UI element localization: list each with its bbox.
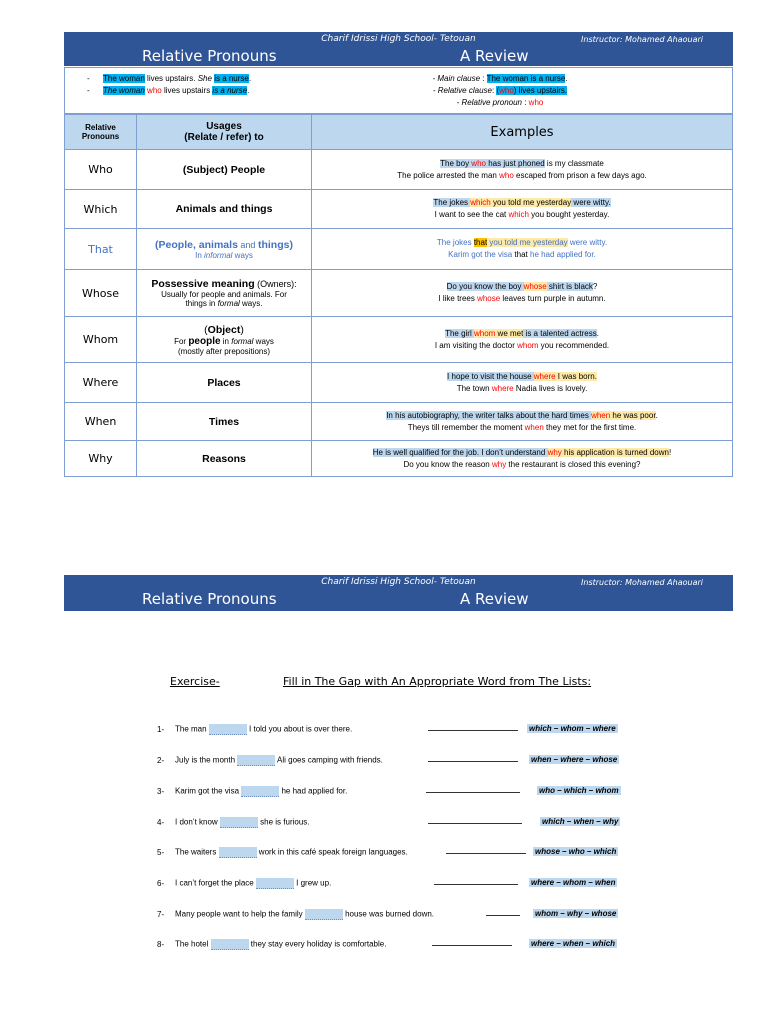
table-row [65,317,733,363]
item-text-before: I don’t know [175,817,220,827]
gap-blank[interactable] [256,878,294,889]
item-number: 7- [157,909,165,919]
options-list: where – whom – when [531,878,616,887]
item-text-after: Ali goes camping with friends. [275,755,383,765]
answer-line[interactable] [434,884,518,885]
exercise-item [157,724,352,735]
usage-cell: Animals and things [137,190,312,229]
pronoun-cell: When [65,403,137,441]
usage-cell: Reasons [137,441,312,477]
examples-cell: I hope to visit the house where I was born. The town where Nadia lives is lovely. [312,363,733,403]
gap-blank[interactable] [237,755,275,766]
options-list: which – when – why [542,817,619,826]
item-text-before: The waiters [175,847,219,857]
exercise-item [157,847,408,858]
usage-cell: (Object) For people in formal ways (mostly after prepositions) [137,317,312,363]
examples-cell: The girl whom we met is a talented actress. I am visiting the doctor whom you recommended. [312,317,733,363]
item-text-before: Karim got the visa [175,786,242,796]
header-examples: Examples [312,115,733,150]
pronoun-cell: Who [65,150,137,190]
examples-cell: Do you know the boy whose shirt is black? I like trees whose leaves turn purple in autumn. [312,270,733,317]
answer-line[interactable] [428,823,522,824]
options-list: whose – who – which [535,847,617,856]
answer-line[interactable] [446,853,526,854]
gap-blank[interactable] [209,724,247,735]
item-text-after: I told you about is over there. [246,724,353,734]
usage-cell: Times [137,403,312,441]
examples-cell: In his autobiography, the writer talks about the hard times when he was poor. Theys till remember the moment when they met for the first time. [312,403,733,441]
page-subtitle: A Review [460,47,529,65]
gap-blank[interactable] [241,786,279,797]
item-number: 6- [157,878,165,888]
gap-blank[interactable] [220,817,258,828]
pronoun-cell: Where [65,363,137,403]
usage-cell: Possessive meaning (Owners): Usually for people and animals. For things in formal ways. [137,270,312,317]
answer-line[interactable] [428,761,518,762]
table-row [65,270,733,317]
examples-cell: The jokes that you told me yesterday were witty. Karim got the visa that he had applied for. [312,229,733,270]
intro-relative-pronoun: - Relative pronoun : who [456,98,544,107]
exercise-item [157,755,383,766]
instructor-name: Instructor: Mohamed Ahaouari [581,35,703,44]
answer-line[interactable] [486,915,520,916]
gap-blank[interactable] [305,909,343,920]
table-row [65,190,733,229]
intro-box [64,67,733,114]
intro-relative-clause: - Relative clause: (who) lives upstairs. [432,86,568,95]
usage-cell: (Subject) People [137,150,312,190]
item-text-after: he had applied for. [279,786,348,796]
item-number: 8- [157,939,165,949]
table-row [65,229,733,270]
item-number: 2- [157,755,165,765]
pronoun-cell: Whose [65,270,137,317]
item-number: 5- [157,847,165,857]
options-list: which – whom – where [529,724,616,733]
school-name: Charif Idrissi High School- Tetouan [321,34,476,44]
header-band-bottom [64,575,733,611]
header-usages: Usages (Relate / refer) to [137,115,312,150]
header-band-top [64,32,733,66]
exercise-label: Exercise- [170,675,220,688]
item-text-before: The hotel [175,939,211,949]
page-title: Relative Pronouns [142,47,277,65]
instructor-name: Instructor: Mohamed Ahaouari [581,578,703,587]
item-number: 3- [157,786,165,796]
exercise-instruction: Fill in The Gap with An Appropriate Word from The Lists: [283,675,592,688]
answer-line[interactable] [432,945,512,946]
exercise-item [157,878,331,889]
item-number: 1- [157,724,165,734]
examples-cell: The jokes which you told me yesterday were witty. I want to see the cat which you bought yesterday. [312,190,733,229]
examples-cell: He is well qualified for the job. I don’t understand why his application is turned down! Do you know the reason why the restaurant is closed this evening? [312,441,733,477]
exercise-item [157,909,434,920]
gap-blank[interactable] [211,939,249,950]
table-row [65,150,733,190]
relative-pronouns-table [64,114,733,477]
examples-cell: The boy who has just phoned is my classmate The police arrested the man who escaped from prison a few days ago. [312,150,733,190]
table-row [65,363,733,403]
item-text-before: Many people want to help the family [175,909,305,919]
item-text-after: they stay every holiday is comfortable. [248,939,387,949]
answer-line[interactable] [426,792,520,793]
item-text-before: July is the month [175,755,238,765]
gap-blank[interactable] [219,847,257,858]
pronoun-cell: That [65,229,137,270]
intro-line-1: - The woman lives upstairs. She is a nurse. [87,74,252,83]
item-text-before: The man [175,724,209,734]
page-title: Relative Pronouns [142,590,277,608]
table-row [65,441,733,477]
intro-line-2: - The woman who lives upstairs is a nurse. [87,86,250,95]
intro-main-clause: - Main clause : The woman is a nurse. [432,74,568,83]
pronoun-cell: Which [65,190,137,229]
exercise-item [157,786,347,797]
table-row [65,403,733,441]
table-header-row [65,115,733,150]
school-name: Charif Idrissi High School- Tetouan [321,577,476,587]
item-text-before: I can’t forget the place [175,878,256,888]
item-text-after: work in this café speak foreign languages. [256,847,408,857]
options-list: when – where – whose [531,755,618,764]
item-text-after: I grew up. [293,878,332,888]
page-subtitle: A Review [460,590,529,608]
usage-cell: Places [137,363,312,403]
answer-line[interactable] [428,730,518,731]
exercise-item [157,817,310,828]
options-list: whom – why – whose [535,909,617,918]
usage-cell: (People, animals and things) In informal ways [137,229,312,270]
pronoun-cell: Why [65,441,137,477]
options-list: where – when – which [531,939,616,948]
options-list: who – which – whom [539,786,619,795]
pronoun-cell: Whom [65,317,137,363]
exercise-item [157,939,386,950]
item-number: 4- [157,817,165,827]
header-pronouns: Relative Pronouns [65,115,137,150]
item-text-after: house was burned down. [342,909,435,919]
item-text-after: she is furious. [257,817,310,827]
